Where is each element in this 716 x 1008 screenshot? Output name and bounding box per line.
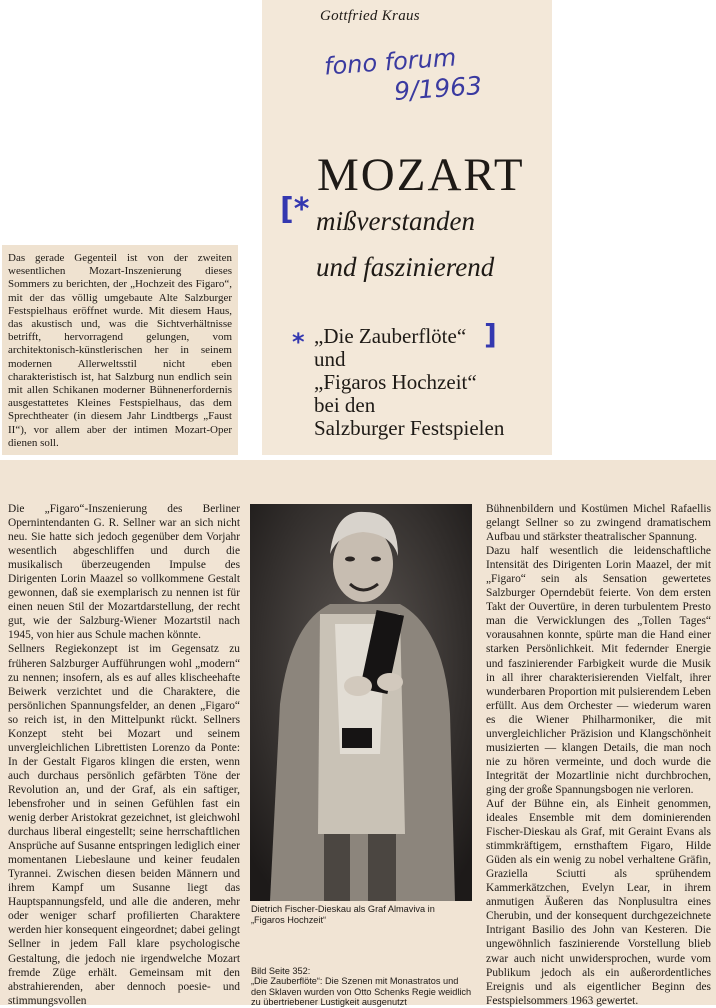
work-line: und (314, 347, 346, 371)
handwritten-asterisk: * (292, 328, 305, 356)
count-almaviva-figure (250, 504, 472, 901)
handwritten-bracket-open: [* (280, 192, 310, 227)
subtitle-line-1: mißverstanden (316, 206, 475, 236)
side-clipping (2, 245, 238, 455)
photo-caption: Dietrich Fischer-Dieskau als Graf Almaviva in „Figaros Hochzeit“ (251, 904, 435, 925)
author-name: Gottfried Kraus (320, 8, 420, 24)
title-clipping (262, 0, 552, 455)
article-paragraph: Auf der Bühne ein, als Einheit genommen, ideales Ensemble mit dem dominierenden Fischer-Dieskau als Graf, mit Geraint Evans als stimmkräftigem, ernsthaftem Figaro, Hilde Güden als ein wenig zu nobel verhaltene Gräfin, Graziella Sciutti als sprühendem Kammerkätzchen, Evelyn Lear, in ihrem anmutigen Äußeren das Nonplusultra eines Cherubin, und der konsequent durchgezeichnete Intrigant Basilio des John van Kesteren. Die ungewöhnlich faszinierende Vorstellung blieb zwar auch nicht unwidersprochen, wurde vom Publikum jedoch als ein außerordentliches Ereignis und als eigentlicher Beginn des Festspielsommers 1963 gewertet. (486, 797, 711, 1007)
work-line: Salzburger Festspielen (314, 416, 505, 440)
article-left-column (8, 502, 240, 1008)
work-line: „Die Zauberflöte“ (314, 324, 467, 348)
works-list (314, 325, 504, 440)
article-paragraph: Die „Figaro“-Inszenierung des Berliner Opernintendanten G. R. Sellner war an sich nicht neu. Sie hatte sich jedoch gegenüber dem Vorjahr wesentlich abgeschliffen und durch die musikalisch überzeugenden Impulse des Dirigenten Lorin Maazel so vollkommene Gestalt gewonnen, daß sie exemplarisch zu nennen ist für einen neuen Stil der Mozartdarstellung, der recht gut, wie der Salzburg-Wiener Mozartstil nach 1945, von hier aus Schule machen könnte. (8, 503, 240, 642)
article-right-column (486, 502, 711, 1008)
subtitle-line-2: und faszinierend (316, 252, 495, 282)
page-note-label: Bild Seite 352: (251, 966, 311, 976)
handwritten-source: fono forum (323, 43, 458, 81)
article-paragraph: Sellners Regiekonzept ist im Gegensatz zu früheren Salzburger Aufführungen wohl „modern“ zu nennen; insofern, als es auf alles klischeehafte Beiwerk verzichtet und die Charaktere, die persönlichen Spannungsfelder, an denen „Figaro“ so reich ist, in den Mittelpunkt rückt. Sellners Konzept steht bei Mozart und seinem unvergleichlichen Librettisten Lorenzo da Ponte: In der Gestalt Figaros klingen die ersten, wenn auch durchaus persönlich gefärbten Töne der Revolution an, und der Graf, als ein saftiger, lebensfroher und in seinen Gefühlen fast ein wenig derber Aristokrat gezeichnet, ist gleichwohl durchaus liberal eingestellt; seine herrschaftlichen Ansprüche auf Susanne entspringen lediglich einer momentanen Liebeslaune und keiner feudalen Tyrannei. Zwischen diesen beiden Männern und ihrem Kampf um Susanne liegt das Hauptspannungsfeld, und alle die anderen, mehr oder weniger scharf profilierten Charaktere werden hier konsequent eingeordnet; dabei gelingt Sellner in jedem Fall klare psychologische Gestaltung, die jedoch nie irgendwelche Mozart fremde Züge erhält. Gemeinsam mit den abstrahierenden, aber dennoch poesie- und stimmungsvollen (8, 643, 240, 1007)
headline: MOZART (317, 149, 525, 201)
figaro-photo (250, 504, 472, 901)
article-paragraph: Bühnenbildern und Kostümen Michel Rafaellis gelangt Sellner so zu zwingend dramatischem Aufbau und stärkster theatralischer Spannung. (486, 503, 711, 544)
work-line: „Figaros Hochzeit“ (314, 370, 477, 394)
page-note-text: „Die Zauberflöte“: Die Szenen mit Monastratos und den Sklaven wurden von Otto Schenks Regie weidlich zu übertriebener Lustigkeit ausgenutzt (251, 976, 472, 1007)
article-paragraph: Dazu half wesentlich die leidenschaftliche Intensität des Dirigenten Lorin Maazel, der mit „Figaro“ sein als Sensation gewertetes Salzburger Operndebüt feierte. Von dem ersten Takt der Ouvertüre, in deren turbulentem Presto man die Verwicklungen des „Tollen Tages“ vorausahnen konnte, spürte man die Hand einer starken Persönlichkeit. Mit federnder Energie und faszinierender Farbigkeit wurde die Musik in all ihrer charakterisierenden Vielfalt, ihrer wunderbaren Proportion mit pulsierendem Leben erfüllt. Aus dem Orchester — wiederum waren es die Wiener Philharmoniker, die mit unvergleichlicher Präzision und Klangschönheit musizierten — klangen Details, die man noch nie zu hören vermeinte, und doch wurde die Integrität der Mozartlinie nicht durchbrochen, ging der große Spannungsbogen nie verloren. (486, 545, 711, 796)
handwritten-date: 9/1963 (393, 70, 483, 107)
side-clipping-text: Das gerade Gegenteil ist von der zweiten wesentlichen Mozart-Inszenierung dieses Sommers zu berichten, der „Hochzeit des Figaro“, mit der das völlig umgebaute Alte Salzburger Festspielhaus eröffnet wurde. Mit diesem Haus, das akustisch und, was die Sichtverhältnisse betrifft, hervorragend gelungen, vom architektonisch-künstlerischen her in seinem modernen Allerweltsstil nicht eben charakteristisch ist, hat Salzburg nun endlich sein mit allen Schikanen moderner Bühnenerfordernis ausgestattetes Kleines Festspielhaus, das dem Sprechtheater (in diesem Jahr Lindtbergs „Faust II“), vor allem aber der intimen Mozart-Oper dienen soll. (8, 252, 232, 449)
handwritten-bracket-close: ] (484, 318, 497, 351)
work-line: bei den (314, 393, 376, 417)
